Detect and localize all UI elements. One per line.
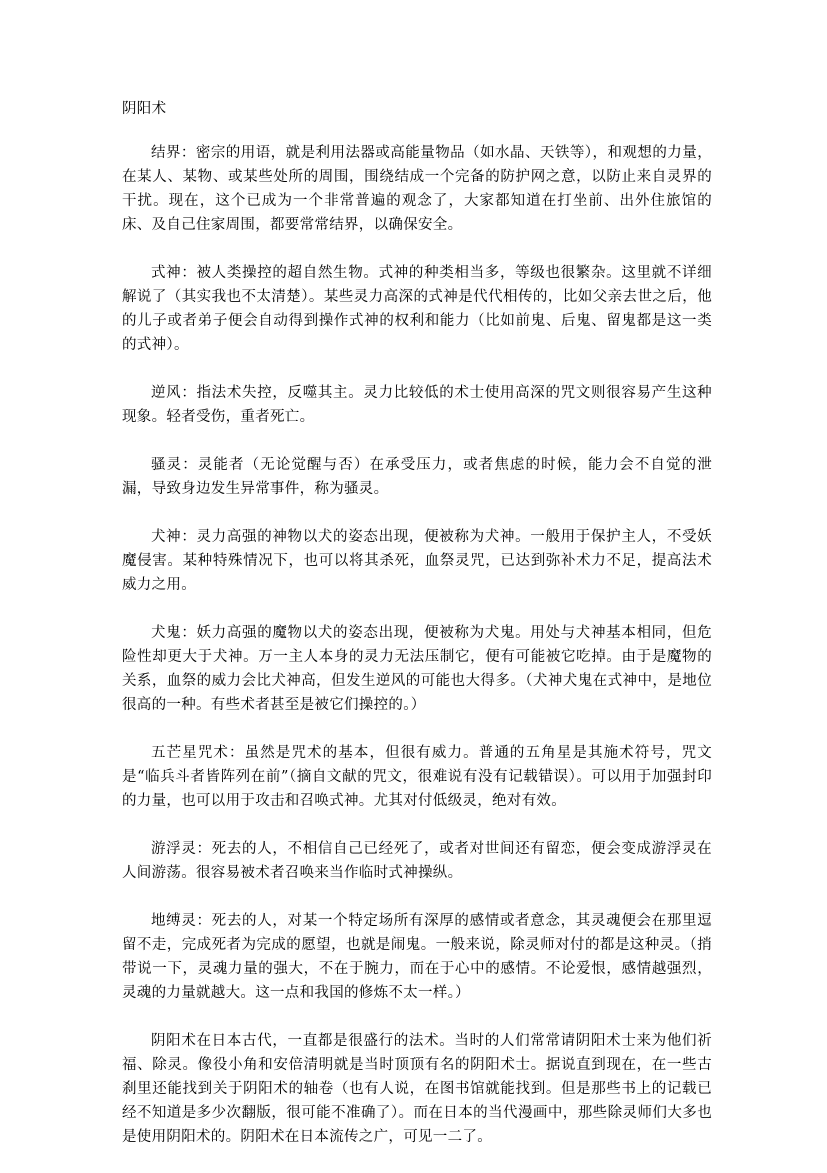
paragraph-saoling: 骚灵：灵能者（无论觉醒与否）在承受压力，或者焦虑的时候，能力会不自觉的泄漏，导致身边发生异常事件，称为骚灵。 (122, 457, 712, 497)
document-page (122, 97, 712, 1173)
paragraph-yinyangshu: 阴阳术在日本古代，一直都是很盛行的法术。当时的人们常常请阴阳术士来为他们祈福、除灵。像役小角和安倍清明就是当时顶顶有名的阴阳术士。据说直到现在，在一些古刹里还能找到关于阴阳术的轴卷（也有人说，在图书馆就能找到。但是那些书上的记载已经不知道是多少次翻版，很可能不准确了）。而在日本的当代漫画中，那些除灵师们大多也是使用阴阳术的。阴阳术在日本流传之广，可见一二了。 (122, 1033, 712, 1145)
paragraph-wumangxing: 五芒星咒术：虽然是咒术的基本，但很有威力。普通的五角星是其施术符号，咒文是“临兵斗者皆阵列在前”（摘自文献的咒文，很难说有没有记载错误）。可以用于加强封印的力量，也可以用于攻击和召唤式神。尤其对付低级灵，绝对有效。 (122, 745, 712, 809)
paragraph-nifeng: 逆风：指法术失控，反噬其主。灵力比较低的术士使用高深的咒文则很容易产生这种现象。轻者受伤，重者死亡。 (122, 385, 712, 425)
paragraph-shishen: 式神：被人类操控的超自然生物。式神的种类相当多，等级也很繁杂。这里就不详细解说了（其实我也不太清楚）。某些灵力高深的式神是代代相传的，比如父亲去世之后，他的儿子或者弟子便会自动得到操作式神的权利和能力（比如前鬼、后鬼、留鬼都是这一类的式神）。 (122, 265, 712, 353)
document-title: 阴阳术 (122, 101, 167, 117)
paragraph-youfuling: 游浮灵：死去的人，不相信自己已经死了，或者对世间还有留恋，便会变成游浮灵在人间游荡。很容易被术者召唤来当作临时式神操纵。 (122, 841, 712, 881)
paragraph-quanshen: 犬神：灵力高强的神物以犬的姿态出现，便被称为犬神。一般用于保护主人，不受妖魔侵害。某种特殊情况下，也可以将其杀死，血祭灵咒，已达到弥补术力不足，提高法术威力之用。 (122, 529, 712, 593)
paragraph-jiejie: 结界：密宗的用语，就是利用法器或高能量物品（如水晶、天铁等），和观想的力量，在某人、某物、或某些处所的周围，围绕结成一个完备的防护网之意，以防止来自灵界的干扰。现在，这个已成为一个非常普遍的观念了，大家都知道在打坐前、出外住旅馆的床、及自己住家周围，都要常常结界，以确保安全。 (122, 145, 712, 233)
paragraph-difuling: 地缚灵：死去的人，对某一个特定场所有深厚的感情或者意念，其灵魂便会在那里逗留不走，完成死者为完成的愿望，也就是闹鬼。一般来说，除灵师对付的都是这种灵。（捎带说一下，灵魂力量的强大，不在于腕力，而在于心中的感情。不论爱恨，感情越强烈，灵魂的力量就越大。这一点和我国的修炼不太一样。） (122, 913, 712, 1001)
paragraph-quangui: 犬鬼：妖力高强的魔物以犬的姿态出现，便被称为犬鬼。用处与犬神基本相同，但危险性却更大于犬神。万一主人本身的灵力无法压制它，便有可能被它吃掉。由于是魔物的关系，血祭的威力会比犬神高，但发生逆风的可能也大得多。（犬神犬鬼在式神中，是地位很高的一种。有些术者甚至是被它们操控的。） (122, 625, 712, 713)
